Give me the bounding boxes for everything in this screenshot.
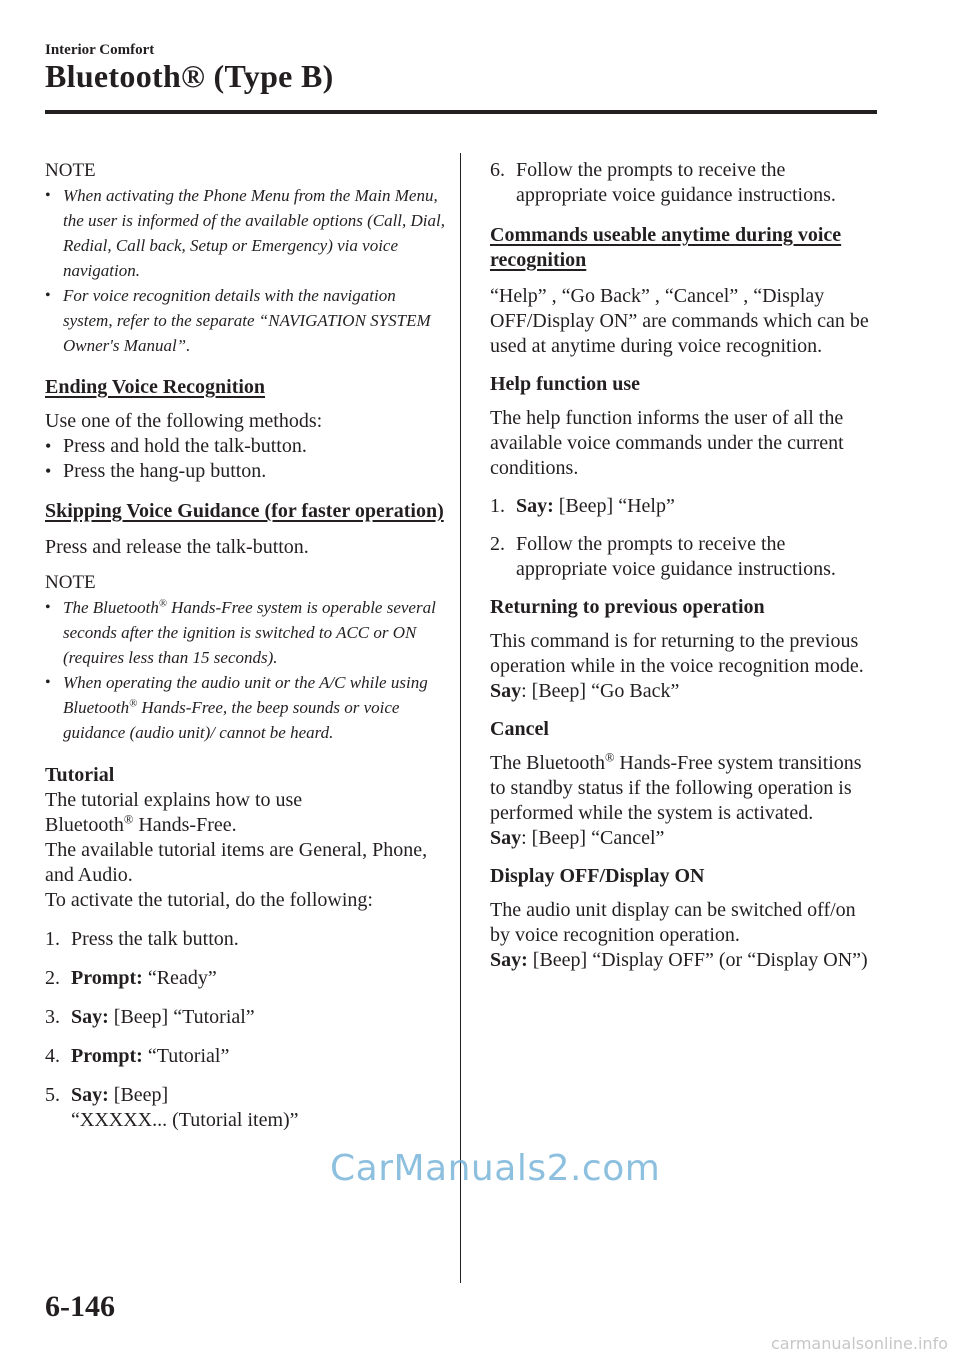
list-item: • Press and hold the talk-button. (45, 434, 445, 459)
paragraph: Use one of the following methods: (45, 410, 323, 432)
paragraph: The help function informs the user of all the available voice commands under the current conditions. (490, 407, 844, 479)
say-line: Say: [Beep] “Display OFF” (or “Display ON”) (490, 949, 868, 971)
right-column (490, 158, 870, 973)
step-item: 1. Press the talk button. (45, 928, 239, 950)
page-number: 6-146 (45, 1290, 115, 1323)
footer-site-link[interactable]: carmanualsonline.info (770, 1334, 948, 1353)
section-heading-ending: Ending Voice Recognition (45, 376, 266, 398)
registered-mark: ® (158, 598, 167, 610)
section-heading-returning: Returning to previous operation (490, 596, 765, 618)
paragraph: The available tutorial items are General, Phone, and Audio. (45, 839, 428, 886)
column-divider (460, 153, 461, 1283)
note-block (45, 570, 445, 745)
note-block (45, 158, 445, 358)
step-item: 3. Say: [Beep] “Tutorial” (45, 1006, 255, 1028)
paragraph: Press and release the talk-button. (45, 536, 309, 558)
say-line: Say: [Beep] “Go Back” (490, 680, 680, 702)
left-column (45, 158, 445, 1133)
section-heading-display: Display OFF/Display ON (490, 865, 705, 887)
section-heading-commands: Commands useable anytime during voice recognition (490, 224, 842, 271)
registered-mark: ® (129, 698, 138, 710)
list-item: • Press the hang-up button. (45, 459, 445, 484)
say-line: Say: [Beep] “Cancel” (490, 827, 665, 849)
watermark: CarManuals2.com (330, 1148, 661, 1189)
title-divider (45, 110, 877, 114)
page-title: Bluetooth® (Type B) (45, 58, 334, 94)
section-heading-help: Help function use (490, 373, 641, 395)
note-item: • The Bluetooth® Hands-Free system is operable several seconds after the ignition is switched to ACC or ON (requires less than 15 seconds). (45, 595, 445, 670)
note-label: NOTE (45, 572, 96, 593)
paragraph: The Bluetooth® Hands-Free system transitions to standby status if the following operation is performed while the system is activated. (490, 750, 862, 824)
step-item: 5. Say: [Beep] “XXXXX... (Tutorial item)” (45, 1084, 299, 1131)
paragraph: “Help” , “Go Back” , “Cancel” , “Display OFF/Display ON” are commands which can be used at anytime during voice recognition. (490, 285, 869, 357)
note-item: • For voice recognition details with the navigation system, refer to the separate “NAVIGATION SYSTEM Owner's Manual”. (45, 283, 445, 358)
step-item: 4. Prompt: “Tutorial” (45, 1045, 230, 1067)
paragraph: To activate the tutorial, do the following: (45, 889, 373, 911)
step-item: 2. Prompt: “Ready” (45, 967, 217, 989)
step-item: 2. Follow the prompts to receive the appropriate voice guidance instructions. (490, 533, 836, 580)
section-heading-cancel: Cancel (490, 718, 549, 740)
paragraph: The audio unit display can be switched off/on by voice recognition operation. (490, 899, 856, 946)
section-label: Interior Comfort (45, 42, 155, 58)
paragraph: The tutorial explains how to use (45, 789, 303, 811)
section-heading-tutorial: Tutorial (45, 764, 115, 786)
registered-mark: ® (123, 812, 134, 827)
paragraph: This command is for returning to the previous operation while in the voice recognition mode. (490, 630, 864, 677)
step-item: 1. Say: [Beep] “Help” (490, 495, 675, 517)
note-item: • When activating the Phone Menu from the Main Menu, the user is informed of the available options (Call, Dial, Redial, Call back, Setup or Emergency) via voice navigation. (45, 183, 445, 283)
section-heading-skipping: Skipping Voice Guidance (for faster operation) (45, 500, 444, 522)
registered-mark: ® (604, 750, 615, 765)
note-label: NOTE (45, 160, 96, 181)
note-item: • When operating the audio unit or the A/C while using Bluetooth® Hands-Free, the beep sounds or voice guidance (audio unit)/ cannot be heard. (45, 670, 445, 745)
paragraph: Bluetooth® Hands-Free. (45, 812, 237, 836)
step-item: 6. Follow the prompts to receive the appropriate voice guidance instructions. (490, 159, 836, 206)
